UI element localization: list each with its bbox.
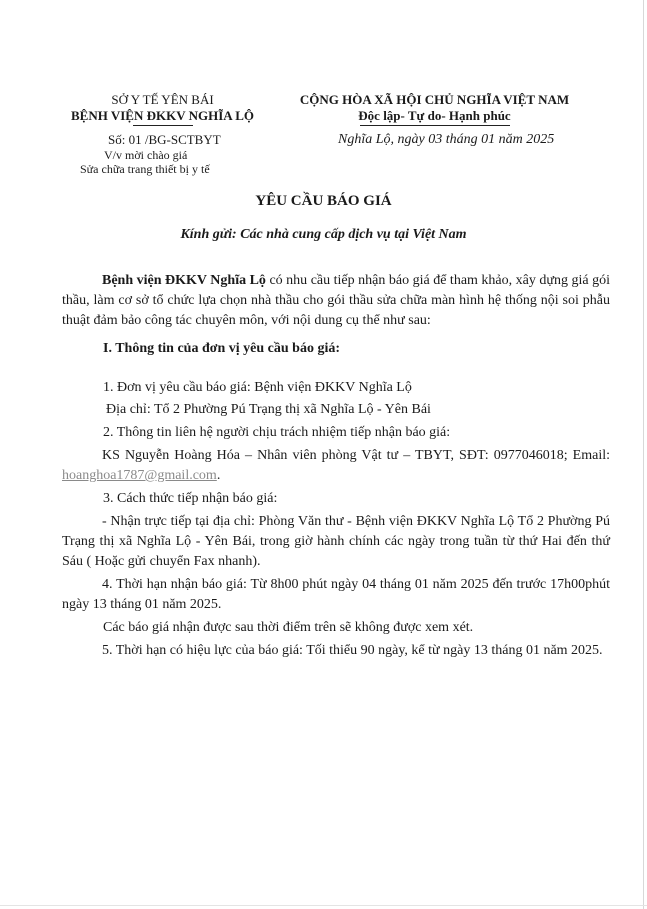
validity-paragraph: 5. Thời hạn có hiệu lực của báo giá: Tối thiểu 90 ngày, kể từ ngày 13 tháng 01 năm 2025. <box>102 643 603 658</box>
address-line: Địa chỉ: Tổ 2 Phường Pú Trạng thị xã Nghĩa Lộ - Yên Bái <box>106 402 431 417</box>
header-left <box>50 92 275 126</box>
receive-paragraph: - Nhận trực tiếp tại địa chỉ: Phòng Văn thư - Bệnh viện ĐKKV Nghĩa Lộ Tổ 2 Phường Pú Trạng thị xã Nghĩa Lộ - Yên Bái, trong giờ hành chính các ngày trong tuần từ thứ Hai đến thứ Sáu ( Hoặc gửi chuyển Fax nhanh). <box>62 514 610 569</box>
addressee-line: Kính gửi: Các nhà cung cấp dịch vụ tại Việt Nam <box>180 227 467 242</box>
department-name: SỞ Y TẾ YÊN BÁI <box>111 92 214 107</box>
section-1-heading: I. Thông tin của đơn vị yêu cầu báo giá: <box>103 341 340 356</box>
nation-name: CỘNG HÒA XÃ HỘI CHỦ NGHĨA VIỆT NAM <box>299 92 570 107</box>
email-link[interactable]: hoanghoa1787@gmail.com <box>62 468 217 483</box>
motto-underline <box>360 125 510 126</box>
contact-paragraph <box>62 446 610 486</box>
deadline-paragraph: 4. Thời hạn nhận báo giá: Từ 8h00 phút ngày 04 tháng 01 năm 2025 đến trước 17h00phút ngày 13 tháng 01 năm 2025. <box>62 577 610 612</box>
national-motto: Độc lập- Tự do- Hạnh phúc <box>358 108 511 123</box>
intro-hospital-name: Bệnh viện ĐKKV Nghĩa Lộ <box>102 273 266 288</box>
page-edge-bottom <box>0 905 647 906</box>
intro-text: có nhu cầu tiếp nhận báo giá để tham khảo, xây dựng giá gói thầu, làm cơ sở tổ chức lựa chọn nhà thầu cho gói thầu sửa chữa màn hình hệ thống nội soi phẫu thuật đảm bảo công tác chuyên môn, với nội dung cụ thể như sau: <box>62 273 610 328</box>
document-number: Số: 01 /BG-SCTBYT <box>108 132 221 147</box>
page-edge-right <box>643 0 644 909</box>
item-3: 3. Cách thức tiếp nhận báo giá: <box>103 491 278 506</box>
date-line: Nghĩa Lộ, ngày 03 tháng 01 năm 2025 <box>338 132 555 147</box>
late-note: Các báo giá nhận được sau thời điểm trên sẽ không được xem xét. <box>103 620 474 635</box>
hospital-name: BỆNH VIỆN ĐKKV NGHĨA LỘ <box>70 108 254 123</box>
contact-text: KS Nguyễn Hoàng Hóa – Nhân viên phòng Vật tư – TBYT, SĐT: 0977046018; Email: <box>102 448 610 463</box>
item-1: 1. Đơn vị yêu cầu báo giá: Bệnh viện ĐKKV Nghĩa Lộ <box>103 380 412 395</box>
item-2: 2. Thông tin liên hệ người chịu trách nhiệm tiếp nhận báo giá: <box>103 425 451 440</box>
header-right <box>272 92 597 126</box>
subject-line-1: V/v mời chào giá <box>104 148 188 162</box>
hospital-underline <box>133 125 193 126</box>
intro-paragraph <box>62 271 610 331</box>
subject-line-2: Sửa chữa trang thiết bị y tế <box>80 162 210 176</box>
email-suffix: . <box>216 468 221 483</box>
document-title: YÊU CẦU BÁO GIÁ <box>255 193 392 209</box>
